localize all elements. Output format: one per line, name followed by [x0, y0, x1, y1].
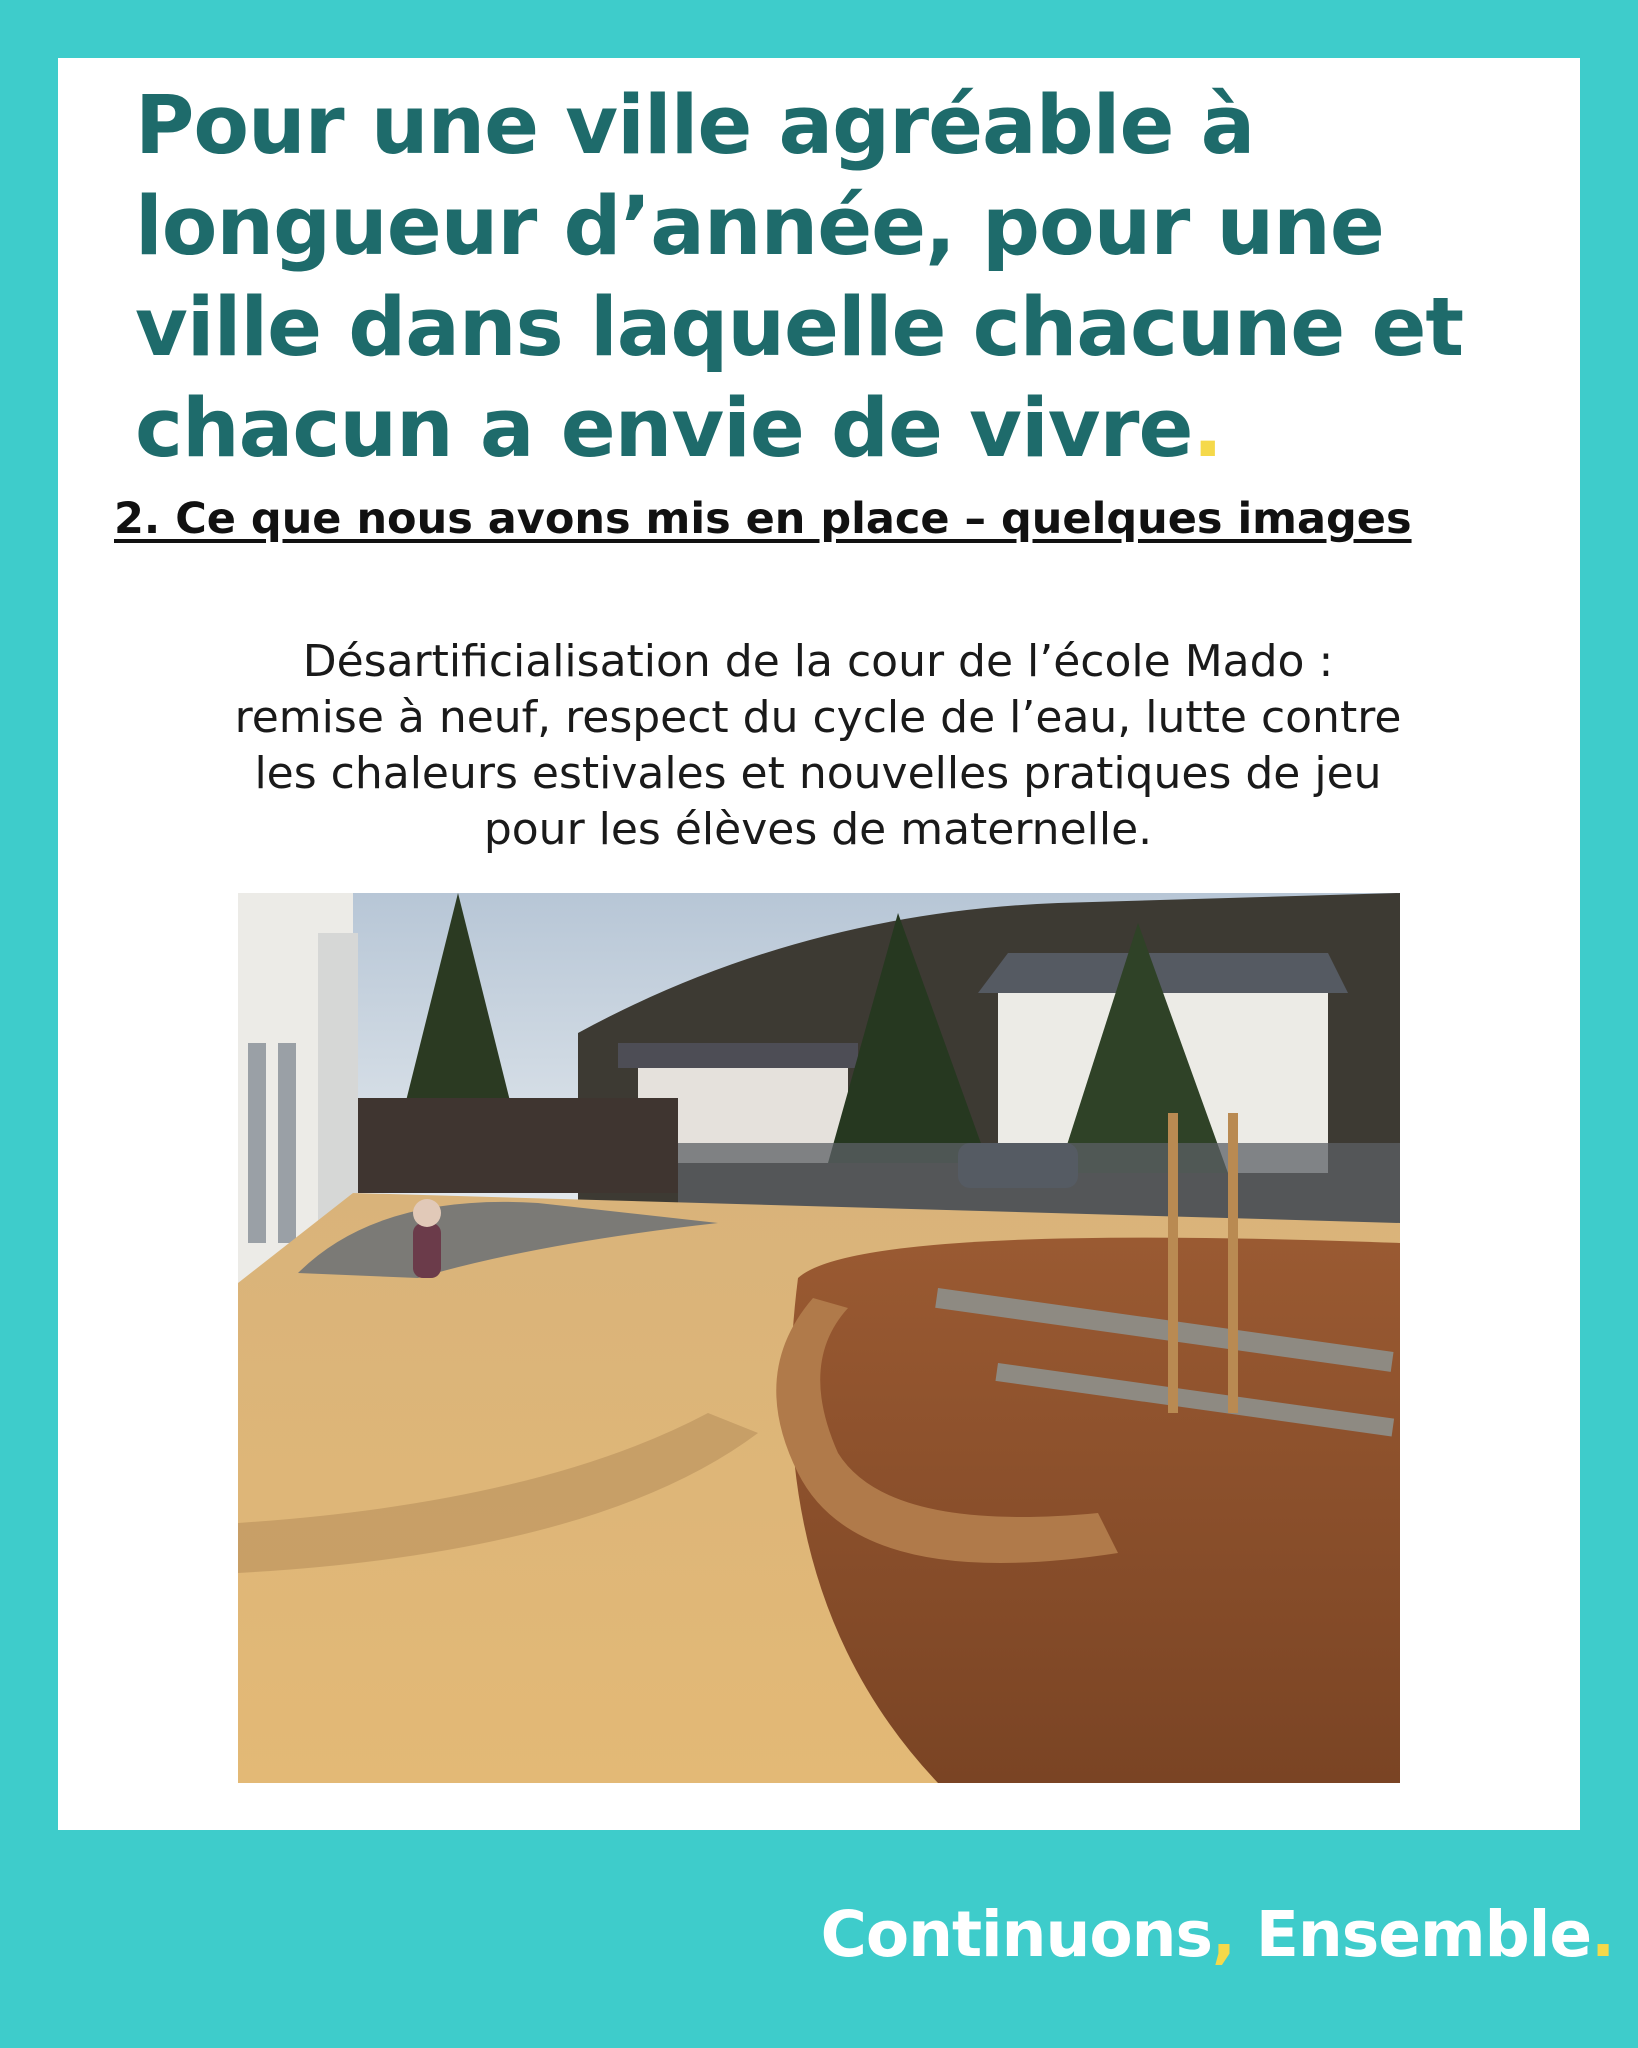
description-line: pour les élèves de maternelle.	[483, 804, 1153, 855]
slogan-word-ensemble: Ensemble	[1234, 1898, 1592, 1971]
description-line: les chaleurs estivales et nouvelles pratiques de jeu	[254, 748, 1382, 799]
headline-text: Pour une ville agréable à longueur d’année, pour une ville dans laquelle chacune et chacun a envie de vivre	[135, 79, 1464, 476]
slogan-accent-comma: ,	[1212, 1898, 1235, 1971]
headline-accent-dot: .	[1192, 382, 1223, 476]
campaign-slogan	[821, 1898, 1614, 1971]
description-line: remise à neuf, respect du cycle de l’eau, lutte contre	[234, 692, 1402, 743]
description-line: Désartificialisation de la cour de l’école Mado :	[302, 636, 1334, 687]
photo-description	[118, 634, 1518, 858]
page-headline	[135, 76, 1555, 480]
schoolyard-photo	[238, 893, 1400, 1783]
content-card	[58, 58, 1580, 1830]
slogan-word-continuons: Continuons	[820, 1898, 1212, 1971]
section-title: 2. Ce que nous avons mis en place – quelques images	[114, 494, 1412, 544]
slogan-accent-dot: .	[1591, 1898, 1614, 1971]
